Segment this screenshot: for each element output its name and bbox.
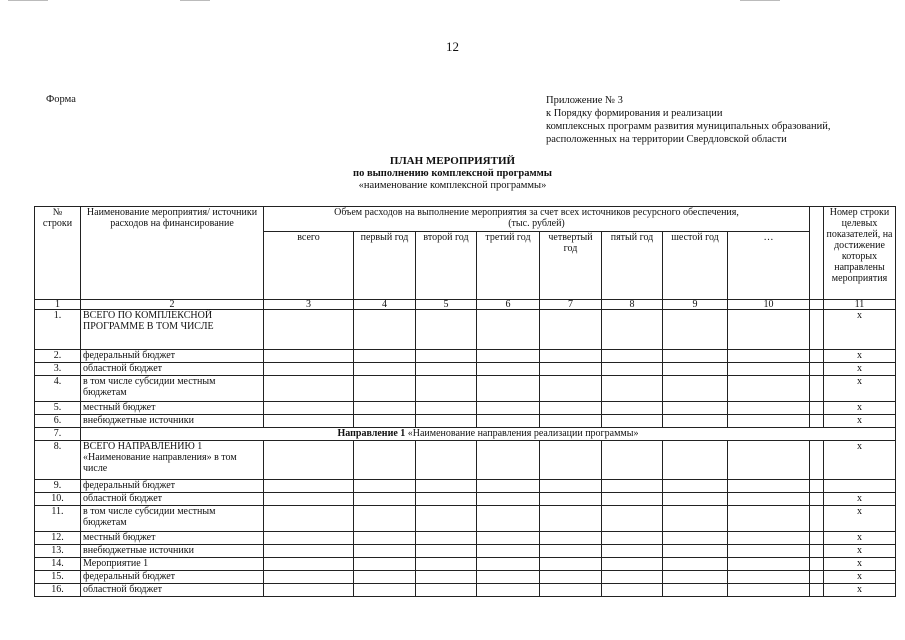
column-gap <box>810 441 824 480</box>
row-number: 6. <box>35 415 81 428</box>
appendix-line: расположенных на территории Свердловской области <box>546 134 787 145</box>
indicator-mark: х <box>824 310 896 350</box>
appendix-line: комплексных программ развития муниципальных образований, <box>546 121 831 132</box>
value-cell <box>663 571 728 584</box>
value-cell <box>663 402 728 415</box>
column-number: 3 <box>264 300 354 310</box>
direction-prefix: Направление 1 <box>337 428 406 439</box>
column-gap <box>810 584 824 597</box>
table-row <box>35 402 896 415</box>
row-number: 16. <box>35 584 81 597</box>
indicator-mark: х <box>824 441 896 480</box>
value-cell <box>540 506 602 532</box>
row-name: внебюджетные источники <box>81 415 264 428</box>
value-cell <box>354 480 416 493</box>
indicator-mark <box>824 480 896 493</box>
value-cell <box>728 363 810 376</box>
value-cell <box>728 415 810 428</box>
row-name: федеральный бюджет <box>81 480 264 493</box>
value-cell <box>540 493 602 506</box>
value-cell <box>354 363 416 376</box>
title-line: ПЛАН МЕРОПРИЯТИЙ <box>389 155 516 167</box>
value-cell <box>264 480 354 493</box>
value-cell <box>728 441 810 480</box>
value-cell <box>540 441 602 480</box>
header-gap <box>810 207 824 300</box>
indicator-mark: х <box>824 571 896 584</box>
value-cell <box>602 376 663 402</box>
row-name: ВСЕГО НАПРАВЛЕНИЮ 1 «Наименование направления» в том числе <box>81 441 264 480</box>
value-cell <box>354 584 416 597</box>
row-number: 9. <box>35 480 81 493</box>
header-total: всего <box>264 232 354 300</box>
table-row <box>35 506 896 532</box>
column-number-row <box>35 300 896 310</box>
value-cell <box>416 506 477 532</box>
value-cell <box>728 545 810 558</box>
value-cell <box>602 402 663 415</box>
row-number: 10. <box>35 493 81 506</box>
row-number: 15. <box>35 571 81 584</box>
header-volume-line: Объем расходов на выполнение мероприятия за счет всех источников ресурсного обеспечения, <box>334 207 739 218</box>
value-cell <box>264 571 354 584</box>
value-cell <box>477 480 540 493</box>
header-indicator: Номер строки целевых показателей, на достижение которых направлены мероприятия <box>824 207 896 300</box>
value-cell <box>264 532 354 545</box>
appendix-line: к Порядку формирования и реализации <box>546 108 723 119</box>
indicator-mark: х <box>824 376 896 402</box>
table-row <box>35 584 896 597</box>
value-cell <box>663 584 728 597</box>
table-row <box>35 363 896 376</box>
row-name: в том числе субсидии местным бюджетам <box>81 376 264 402</box>
value-cell <box>354 571 416 584</box>
row-number: 7. <box>35 428 81 441</box>
header-year-3: третий год <box>477 232 540 300</box>
row-number: 5. <box>35 402 81 415</box>
column-gap <box>810 402 824 415</box>
column-number: 10 <box>728 300 810 310</box>
form-label: Форма <box>46 94 76 105</box>
row-name: внебюджетные источники <box>81 545 264 558</box>
value-cell <box>416 493 477 506</box>
row-name: областной бюджет <box>81 584 264 597</box>
row-number: 11. <box>35 506 81 532</box>
column-gap <box>810 571 824 584</box>
value-cell <box>477 441 540 480</box>
header-name: Наименование мероприятия/ источники расходов на финансирование <box>81 207 264 300</box>
value-cell <box>728 558 810 571</box>
row-number: 4. <box>35 376 81 402</box>
value-cell <box>416 545 477 558</box>
value-cell <box>602 493 663 506</box>
table-row <box>35 532 896 545</box>
table-row <box>35 376 896 402</box>
table-row <box>35 415 896 428</box>
indicator-mark: х <box>824 415 896 428</box>
column-number: 9 <box>663 300 728 310</box>
value-cell <box>354 441 416 480</box>
column-number: 11 <box>824 300 896 310</box>
value-cell <box>540 350 602 363</box>
row-name: областной бюджет <box>81 363 264 376</box>
value-cell <box>477 558 540 571</box>
page-number: 12 <box>446 39 459 54</box>
value-cell <box>602 415 663 428</box>
value-cell <box>416 558 477 571</box>
value-cell <box>602 571 663 584</box>
value-cell <box>540 480 602 493</box>
direction-header <box>81 428 896 441</box>
indicator-mark: х <box>824 558 896 571</box>
value-cell <box>602 545 663 558</box>
header-year-2: второй год <box>416 232 477 300</box>
indicator-mark: х <box>824 545 896 558</box>
value-cell <box>354 376 416 402</box>
value-cell <box>477 376 540 402</box>
header-year-4: четвертый год <box>540 232 602 300</box>
header-year-5: пятый год <box>602 232 663 300</box>
column-gap <box>810 558 824 571</box>
value-cell <box>728 376 810 402</box>
value-cell <box>540 376 602 402</box>
table-row <box>35 480 896 493</box>
value-cell <box>728 584 810 597</box>
column-gap <box>810 415 824 428</box>
value-cell <box>416 415 477 428</box>
value-cell <box>354 558 416 571</box>
value-cell <box>264 584 354 597</box>
value-cell <box>264 493 354 506</box>
value-cell <box>663 363 728 376</box>
column-gap <box>810 363 824 376</box>
indicator-mark: х <box>824 532 896 545</box>
value-cell <box>602 480 663 493</box>
value-cell <box>663 376 728 402</box>
value-cell <box>264 363 354 376</box>
row-number: 8. <box>35 441 81 480</box>
value-cell <box>477 584 540 597</box>
indicator-mark: х <box>824 363 896 376</box>
value-cell <box>264 558 354 571</box>
value-cell <box>540 310 602 350</box>
value-cell <box>354 545 416 558</box>
column-number: 8 <box>602 300 663 310</box>
value-cell <box>540 571 602 584</box>
column-gap <box>810 350 824 363</box>
column-number: 7 <box>540 300 602 310</box>
row-number: 3. <box>35 363 81 376</box>
value-cell <box>540 415 602 428</box>
row-name: местный бюджет <box>81 402 264 415</box>
value-cell <box>416 441 477 480</box>
value-cell <box>477 350 540 363</box>
value-cell <box>416 310 477 350</box>
row-name: ВСЕГО ПО КОМПЛЕКСНОЙ ПРОГРАММЕ В ТОМ ЧИСЛЕ <box>81 310 264 350</box>
value-cell <box>602 532 663 545</box>
value-cell <box>728 506 810 532</box>
value-cell <box>540 402 602 415</box>
value-cell <box>663 506 728 532</box>
value-cell <box>264 506 354 532</box>
value-cell <box>540 558 602 571</box>
value-cell <box>477 506 540 532</box>
row-name: местный бюджет <box>81 532 264 545</box>
row-name: областной бюджет <box>81 493 264 506</box>
column-gap <box>810 376 824 402</box>
value-cell <box>728 402 810 415</box>
value-cell <box>354 532 416 545</box>
value-cell <box>728 571 810 584</box>
scan-artifact <box>180 0 210 1</box>
value-cell <box>663 545 728 558</box>
value-cell <box>416 480 477 493</box>
table-row <box>35 310 896 350</box>
value-cell <box>663 480 728 493</box>
header-volume-line: (тыс. рублей) <box>508 218 565 229</box>
table-row <box>35 493 896 506</box>
value-cell <box>416 571 477 584</box>
column-number: 2 <box>81 300 264 310</box>
scan-artifact <box>8 0 48 1</box>
column-number: 5 <box>416 300 477 310</box>
indicator-mark: х <box>824 584 896 597</box>
value-cell <box>728 480 810 493</box>
column-gap <box>810 493 824 506</box>
value-cell <box>602 350 663 363</box>
value-cell <box>354 506 416 532</box>
value-cell <box>602 584 663 597</box>
column-gap <box>810 480 824 493</box>
value-cell <box>540 532 602 545</box>
value-cell <box>728 310 810 350</box>
value-cell <box>264 310 354 350</box>
column-gap <box>810 545 824 558</box>
value-cell <box>354 310 416 350</box>
header-year-6: шестой год <box>663 232 728 300</box>
value-cell <box>416 350 477 363</box>
value-cell <box>354 402 416 415</box>
row-name: в том числе субсидии местным бюджетам <box>81 506 264 532</box>
value-cell <box>477 493 540 506</box>
value-cell <box>663 493 728 506</box>
value-cell <box>663 441 728 480</box>
value-cell <box>354 350 416 363</box>
value-cell <box>602 506 663 532</box>
column-gap <box>810 310 824 350</box>
title-line: «наименование комплексной программы» <box>358 180 547 191</box>
value-cell <box>663 558 728 571</box>
column-number: 4 <box>354 300 416 310</box>
value-cell <box>663 310 728 350</box>
row-number: 12. <box>35 532 81 545</box>
value-cell <box>540 545 602 558</box>
value-cell <box>540 363 602 376</box>
header-volume <box>264 207 810 232</box>
direction-name: «Наименование направления реализации программы» <box>407 428 639 439</box>
value-cell <box>354 415 416 428</box>
value-cell <box>602 363 663 376</box>
table-row <box>35 545 896 558</box>
indicator-mark: х <box>824 402 896 415</box>
value-cell <box>477 532 540 545</box>
header-ellipsis: … <box>728 232 810 300</box>
document-title <box>0 155 905 193</box>
value-cell <box>728 532 810 545</box>
value-cell <box>477 310 540 350</box>
value-cell <box>477 571 540 584</box>
table-row <box>35 428 896 441</box>
column-gap <box>810 506 824 532</box>
value-cell <box>663 350 728 363</box>
value-cell <box>416 532 477 545</box>
column-number: 1 <box>35 300 81 310</box>
value-cell <box>477 363 540 376</box>
indicator-mark: х <box>824 506 896 532</box>
row-number: 2. <box>35 350 81 363</box>
value-cell <box>663 532 728 545</box>
plan-table <box>34 206 896 597</box>
header-year-1: первый год <box>354 232 416 300</box>
row-number: 1. <box>35 310 81 350</box>
value-cell <box>602 441 663 480</box>
value-cell <box>354 493 416 506</box>
value-cell <box>264 415 354 428</box>
value-cell <box>416 402 477 415</box>
value-cell <box>477 415 540 428</box>
row-number: 14. <box>35 558 81 571</box>
row-number: 13. <box>35 545 81 558</box>
appendix-line: Приложение № 3 <box>546 95 623 106</box>
title-line: по выполнению комплексной программы <box>353 167 552 179</box>
value-cell <box>416 376 477 402</box>
row-name: федеральный бюджет <box>81 571 264 584</box>
value-cell <box>477 402 540 415</box>
value-cell <box>264 376 354 402</box>
value-cell <box>477 545 540 558</box>
column-number: 6 <box>477 300 540 310</box>
appendix-note <box>546 94 831 146</box>
value-cell <box>264 545 354 558</box>
row-name: федеральный бюджет <box>81 350 264 363</box>
table-row <box>35 558 896 571</box>
value-cell <box>728 350 810 363</box>
value-cell <box>663 415 728 428</box>
column-gap <box>810 532 824 545</box>
value-cell <box>264 402 354 415</box>
value-cell <box>602 558 663 571</box>
value-cell <box>416 584 477 597</box>
value-cell <box>264 350 354 363</box>
indicator-mark: х <box>824 350 896 363</box>
row-name: Мероприятие 1 <box>81 558 264 571</box>
indicator-mark: х <box>824 493 896 506</box>
value-cell <box>728 493 810 506</box>
scan-artifact <box>740 0 780 1</box>
table-row <box>35 441 896 480</box>
value-cell <box>416 363 477 376</box>
value-cell <box>540 584 602 597</box>
value-cell <box>264 441 354 480</box>
table-row <box>35 350 896 363</box>
table-row <box>35 571 896 584</box>
column-gap <box>810 300 824 310</box>
value-cell <box>602 310 663 350</box>
header-row-number: № строки <box>35 207 81 300</box>
